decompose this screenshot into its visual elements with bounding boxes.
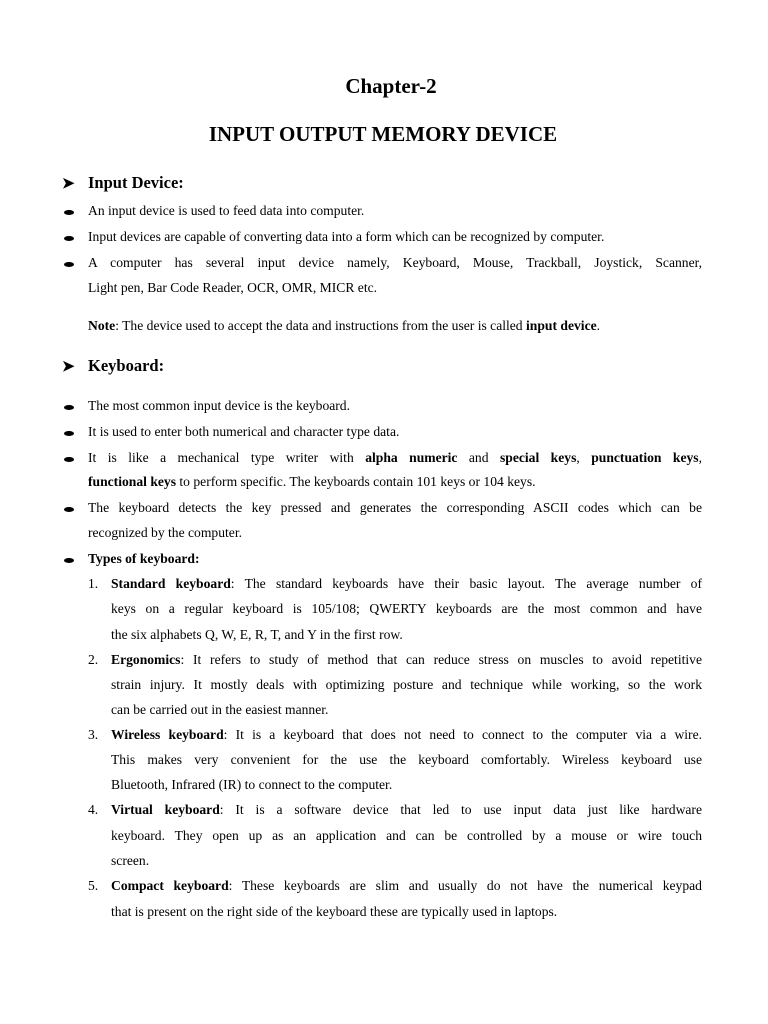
text-run: to perform specific. The keyboards contain 101 keys or 104 keys. — [176, 474, 536, 489]
text-run: : It is a software device that led to use input data just like hardware — [219, 802, 702, 817]
text-run: , — [698, 450, 702, 465]
list-number: 2. — [88, 652, 99, 667]
section-heading-label: Input Device: — [88, 173, 184, 192]
numbered-item — [111, 802, 702, 818]
note-text: : The device used to accept the data and instructions from the user is called — [115, 318, 527, 333]
list-item-continuation: recognized by the computer. — [88, 525, 243, 540]
numbered-item-continuation: strain injury. It mostly deals with optimizing posture and technique while working, so the work — [111, 677, 702, 692]
emphasis-run: functional keys — [88, 474, 176, 489]
numbered-item-continuation: keys on a regular keyboard is 105/108; QWERTY keyboards are the most common and have — [111, 601, 702, 616]
list-number: 3. — [88, 727, 99, 742]
section-heading-keyboard — [62, 356, 164, 376]
chapter-label: Chapter-2 — [345, 74, 437, 98]
bullet-icon — [64, 558, 74, 563]
text-run: , — [576, 450, 592, 465]
types-of-keyboard-label — [88, 551, 702, 567]
section-heading-label: Keyboard: — [88, 356, 165, 375]
list-item: Input devices are capable of converting data into a form which can be recognized by computer. — [88, 229, 605, 244]
numbered-item-continuation: keyboard. They open up as an application and can be controlled by a mouse or wire touch — [111, 828, 702, 843]
emphasis-run: alpha numeric — [365, 450, 458, 465]
list-number: 4. — [88, 802, 99, 817]
bullet-icon — [64, 210, 74, 215]
bullet-icon — [64, 431, 74, 436]
note-end: . — [596, 318, 601, 333]
bullet-icon — [64, 507, 74, 512]
list-item: An input device is used to feed data into computer. — [88, 203, 365, 218]
bullet-icon — [64, 457, 74, 462]
bullet-icon — [64, 262, 74, 267]
list-item: The keyboard detects the key pressed and generates the corresponding ASCII codes which can be — [88, 500, 702, 515]
numbered-item-continuation: This makes very convenient for the use the keyboard comfortably. Wireless keyboard use — [111, 752, 702, 767]
arrow-bullet-icon: ➤ — [62, 176, 75, 192]
arrow-bullet-icon: ➤ — [62, 359, 75, 375]
numbered-item-continuation: the six alphabets Q, W, E, R, T, and Y in the first row. — [111, 627, 403, 642]
emphasis-run: special keys — [499, 450, 577, 465]
keyboard-type-name: Compact keyboard — [111, 878, 229, 893]
text-run: : These keyboards are slim and usually do not have the numerical keypad — [228, 878, 702, 893]
note-emphasis: input device — [526, 318, 597, 333]
section-heading-input-device — [62, 173, 184, 193]
numbered-item-continuation: screen. — [111, 853, 150, 868]
keyboard-type-name: Ergonomics — [111, 652, 181, 667]
numbered-item — [111, 878, 702, 894]
numbered-item-continuation: can be carried out in the easiest manner. — [111, 702, 329, 717]
types-label-text: Types of keyboard: — [88, 551, 200, 566]
list-number: 5. — [88, 878, 99, 893]
list-item — [88, 450, 702, 466]
list-item: The most common input device is the keyboard. — [88, 398, 350, 413]
text-run: It is like a mechanical type writer with — [88, 450, 366, 465]
text-run: : It refers to study of method that can reduce stress on muscles to avoid repetitive — [180, 652, 702, 667]
text-run: : It is a keyboard that does not need to connect to the computer via a wire. — [223, 727, 702, 742]
list-item: A computer has several input device namely, Keyboard, Mouse, Trackball, Joystick, Scanner, — [88, 255, 702, 270]
page-title: INPUT OUTPUT MEMORY DEVICE — [208, 122, 558, 146]
text-run: : The standard keyboards have their basic layout. The average number of — [230, 576, 703, 591]
numbered-item — [111, 576, 702, 592]
bullet-icon — [64, 236, 74, 241]
numbered-item-continuation: Bluetooth, Infrared (IR) to connect to the computer. — [111, 777, 393, 792]
numbered-item — [111, 727, 702, 743]
text-run: and — [457, 450, 500, 465]
list-item-continuation — [88, 474, 702, 490]
emphasis-run: punctuation keys — [591, 450, 699, 465]
list-number: 1. — [88, 576, 99, 591]
note-paragraph — [88, 318, 702, 334]
keyboard-type-name: Standard keyboard — [111, 576, 231, 591]
numbered-item — [111, 652, 702, 668]
bullet-icon — [64, 405, 74, 410]
note-label: Note — [88, 318, 116, 333]
numbered-item-continuation: that is present on the right side of the keyboard these are typically used in laptops. — [111, 904, 558, 919]
keyboard-type-name: Virtual keyboard — [111, 802, 220, 817]
keyboard-type-name: Wireless keyboard — [111, 727, 224, 742]
list-item-continuation: Light pen, Bar Code Reader, OCR, OMR, MICR etc. — [88, 280, 378, 295]
list-item: It is used to enter both numerical and character type data. — [88, 424, 400, 439]
